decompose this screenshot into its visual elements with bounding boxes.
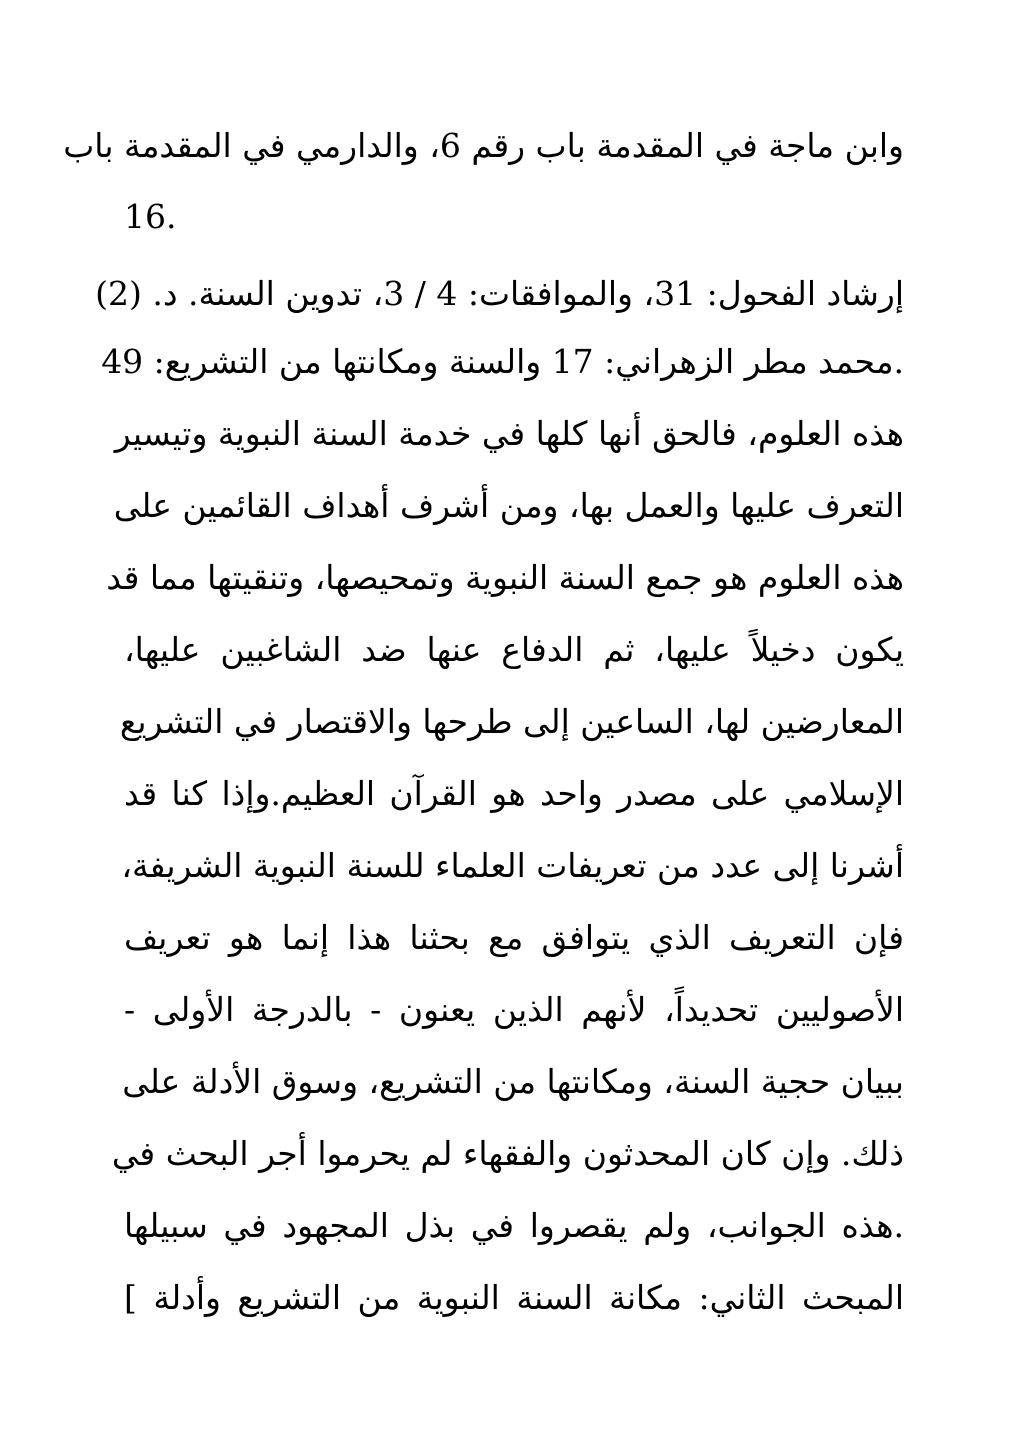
text-line-11: الأصوليين تحديداً، لأنهم الذين يعنون - بالدرجة الأولى -: [124, 990, 904, 1029]
text-line-3: هذه العلوم، فالحق أنها كلها في خدمة السنة النبوية وتيسير: [114, 414, 904, 453]
text-line-12: ببيان حجية السنة، ومكانتها من التشريع، وسوق الأدلة على: [122, 1062, 904, 1101]
text-line-14: .هذه الجوانب، ولم يقصروا في بذل المجهود في سبيلها: [124, 1206, 904, 1245]
footnote-line-2: .محمد مطر الزهراني: 17 والسنة ومكانتها من التشريع: 49: [101, 342, 904, 381]
text-line-5: هذه العلوم هو جمع السنة النبوية وتمحيصها، وتنقيتها مما قد: [106, 558, 904, 597]
section-heading-line: المبحث الثاني: مكانة السنة النبوية من التشريع وأدلة ]: [124, 1278, 904, 1317]
text-line-1: وابن ماجة في المقدمة باب رقم 6، والدارمي في المقدمة باب: [63, 126, 904, 165]
text-line-10: فإن التعريف الذي يتوافق مع بحثنا هذا إنما هو تعريف: [124, 918, 904, 957]
text-line-8: الإسلامي على مصدر واحد هو القرآن العظيم.وإذا كنا قد: [124, 774, 904, 813]
text-line-7: المعارضين لها، الساعين إلى طرحها والاقتصار في التشريع: [119, 702, 904, 741]
text-line-9: أشرنا إلى عدد من تعريفات العلماء للسنة النبوية الشريفة،: [121, 846, 904, 885]
body-text: [63, 120, 904, 1410]
text-line-13: ذلك. وإن كان المحدثون والفقهاء لم يحرموا أجر البحث في: [111, 1134, 904, 1173]
text-line-2: 16.: [124, 197, 177, 236]
text-line-6: يكون دخيلاً عليها، ثم الدفاع عنها ضد الشاغبين عليها،: [124, 630, 904, 669]
text-line-4: التعرف عليها والعمل بها، ومن أشرف أهداف القائمين على: [113, 486, 904, 525]
footnote-line-1: إرشاد الفحول: 31، والموافقات: 4 / 3، تدوين السنة. د. (2): [95, 274, 904, 313]
